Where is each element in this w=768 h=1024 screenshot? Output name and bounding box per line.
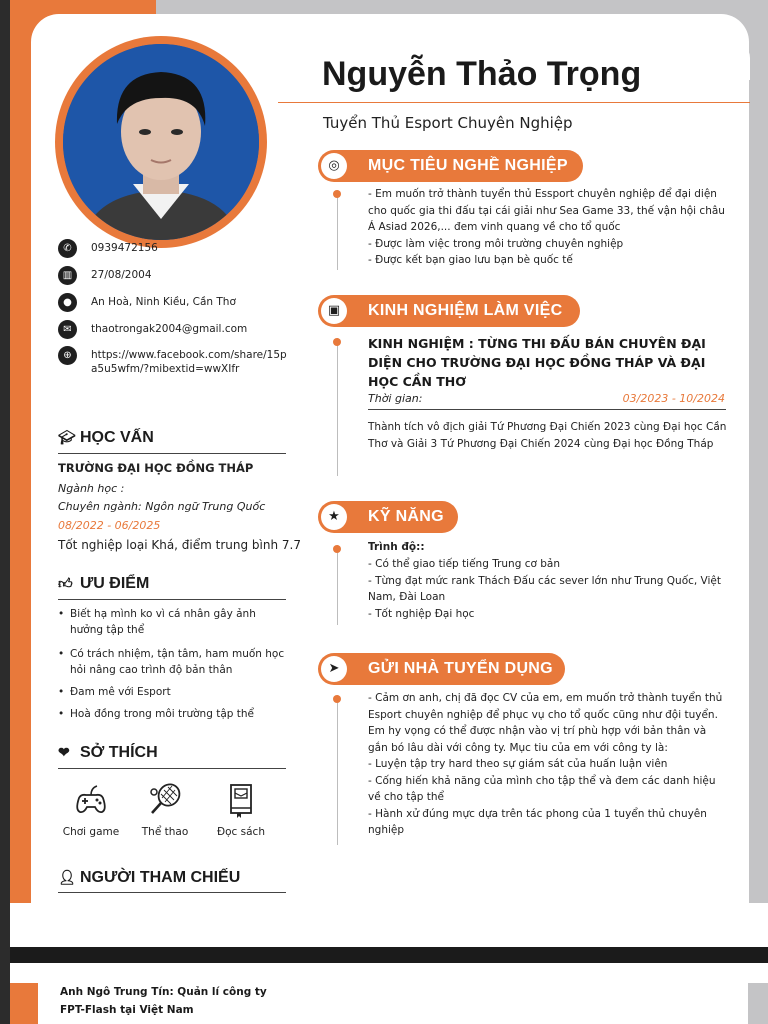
contact-email bbox=[58, 320, 247, 339]
hobby-sports-label: Thể thao bbox=[141, 826, 189, 838]
contact-website-text[interactable]: https://www.facebook.com/share/15pa5u5wfm/?mibextid=wwXIfr bbox=[91, 349, 287, 375]
objective-line: - Được làm việc trong môi trường chuyên nghiệp bbox=[368, 237, 624, 250]
paper-plane-icon: ➤ bbox=[321, 656, 347, 682]
reference-entry: Anh Ngô Trung Tín: Quản lí công ty FPT-Flash tại Việt Nam bbox=[60, 986, 267, 1016]
heart-icon: ❤ bbox=[58, 744, 70, 760]
contact-phone bbox=[58, 239, 158, 258]
gamepad-icon bbox=[71, 780, 111, 820]
star-badge-icon: ★ bbox=[321, 504, 347, 530]
experience-time-value: 03/2023 - 10/2024 bbox=[622, 392, 725, 405]
education-heading bbox=[58, 429, 154, 447]
letter-dot bbox=[333, 695, 341, 703]
letter-heading bbox=[318, 653, 565, 685]
candidate-name: Nguyễn Thảo Trọng bbox=[322, 55, 642, 93]
hobby-gaming bbox=[56, 780, 126, 838]
contact-birthday-text: 27/08/2004 bbox=[91, 269, 152, 281]
thumbs-up-icon: 👍︎ bbox=[58, 575, 73, 591]
phone-icon: ✆ bbox=[58, 239, 77, 258]
target-icon: ◎ bbox=[321, 153, 347, 179]
strength-item: • Hoà đồng trong môi trường tập thể bbox=[58, 706, 290, 722]
hobby-reading-label: Đọc sách bbox=[216, 826, 265, 838]
objective-heading-text: MỤC TIÊU NGHỀ NGHIỆP bbox=[368, 157, 568, 174]
briefcase-icon: ▣ bbox=[321, 298, 347, 324]
education-major: Chuyên ngành: Ngôn ngữ Trung Quốc bbox=[58, 500, 266, 513]
experience-time-label: Thời gian: bbox=[368, 392, 423, 405]
objective-dot bbox=[333, 190, 341, 198]
book-icon bbox=[221, 780, 261, 820]
objective-timeline bbox=[337, 190, 338, 270]
hobbies-heading bbox=[58, 744, 158, 762]
page-gap bbox=[10, 963, 768, 983]
person-icon: 👤︎ bbox=[58, 869, 76, 885]
objective-line: - Được kết bạn giao lưu bạn bè quốc tế bbox=[368, 254, 573, 266]
contact-address bbox=[58, 293, 236, 312]
letter-line: - Hành xử đúng mực dựa trên tác phong của 1 tuyển thủ chuyên nghiệp bbox=[368, 807, 707, 836]
skills-body bbox=[368, 556, 728, 622]
references-divider bbox=[58, 892, 286, 893]
skills-line: - Tốt nghiệp Đại học bbox=[368, 607, 475, 620]
graduation-cap-icon: 🎓︎ bbox=[58, 429, 76, 445]
contact-website bbox=[58, 346, 291, 376]
letter-heading-text: GỬI NHÀ TUYỂN DỤNG bbox=[368, 660, 553, 677]
letter-timeline bbox=[337, 695, 338, 845]
contact-birthday bbox=[58, 266, 152, 285]
references-heading bbox=[58, 869, 240, 887]
hobby-reading bbox=[206, 780, 276, 838]
contact-address-text: An Hoà, Ninh Kiều, Cần Thơ bbox=[91, 296, 236, 308]
contact-email-text: thaotrongak2004@gmail.com bbox=[91, 323, 248, 335]
skills-line: - Có thể giao tiếp tiếng Trung cơ bản bbox=[368, 558, 561, 570]
name-divider bbox=[278, 102, 750, 103]
education-result: Tốt nghiệp loại Khá, điểm trung bình 7.7 bbox=[58, 538, 301, 552]
skills-heading bbox=[318, 501, 458, 533]
location-pin-icon: ● bbox=[58, 293, 77, 312]
hobbies-divider bbox=[58, 768, 286, 769]
page-gap bbox=[10, 903, 768, 947]
skills-timeline bbox=[337, 545, 338, 625]
experience-title: KINH NGHIỆM : TỪNG THI ĐẤU BÁN CHUYÊN ĐẠI DIỆN CHO TRƯỜNG ĐẠI HỌC ĐỒNG THÁP VÀ ĐẠI HỌC CẦN THƠ bbox=[368, 336, 706, 389]
objective-line: - Em muốn trở thành tuyển thủ Essport chuyên nghiệp để đại diện cho quốc gia thi đấu tại cái giải như Sea Game 33, thế vận hội châu Á Asiad 2026,... đem vinh quang về cho tổ quốc bbox=[368, 188, 725, 233]
skills-dot bbox=[333, 545, 341, 553]
strengths-heading bbox=[58, 575, 149, 593]
job-title: Tuyển Thủ Esport Chuyên Nghiệp bbox=[323, 114, 573, 132]
strength-item: • Biết hạ mình ko vì cá nhân gây ảnh hưởng tập thể bbox=[58, 606, 290, 638]
background-dark-strip bbox=[0, 0, 10, 1024]
experience-timeline bbox=[337, 338, 338, 476]
experience-heading-text: KINH NGHIỆM LÀM VIỆC bbox=[368, 302, 563, 319]
contact-phone-text: 0939472156 bbox=[91, 242, 158, 254]
letter-body bbox=[368, 690, 728, 839]
strengths-heading-text: ƯU ĐIỂM bbox=[80, 575, 150, 592]
letter-line: - Luyện tập try hard theo sự giám sát của huấn luận viên bbox=[368, 758, 668, 770]
globe-icon: ⊕ bbox=[58, 346, 77, 365]
experience-heading bbox=[318, 295, 580, 327]
hobbies-heading-text: SỞ THÍCH bbox=[80, 744, 158, 761]
hobby-sports bbox=[130, 780, 200, 838]
objective-body bbox=[368, 186, 728, 269]
experience-description: Thành tích vô địch giải Tứ Phương Đại Chiến 2023 cùng Đại học Cần Thơ và Giải 3 Tứ Phương Đại Chiến 2024 cùng Đại học Đồng Tháp bbox=[368, 421, 727, 450]
strength-item: • Đam mê với Esport bbox=[58, 684, 290, 700]
avatar-photo bbox=[63, 44, 259, 240]
letter-line: - Cảm ơn anh, chị đã đọc CV của em, em muốn trở thành tuyển thủ Esport chuyên nghiệp để phục vụ cho tổ quốc cũng như đội tuyển. Em hy vọng có thể được nhận vào vị trí phù hợp với bản thân và gắn bó lâu dài với công ty. Mục tiu của em với công ty là: bbox=[368, 692, 723, 754]
education-major-label: Ngành học : bbox=[58, 482, 125, 495]
experience-time-divider bbox=[368, 409, 726, 410]
avatar bbox=[63, 44, 259, 240]
letter-line: - Cống hiến khả năng của mình cho tập thể và đem các danh hiệu về cho tập thể bbox=[368, 774, 716, 803]
education-date: 08/2022 - 06/2025 bbox=[58, 519, 161, 532]
hobby-gaming-label: Chơi game bbox=[62, 826, 120, 838]
references-heading-text: NGƯỜI THAM CHIẾU bbox=[80, 869, 241, 886]
birthday-cake-icon: ▥ bbox=[58, 266, 77, 285]
strengths-divider bbox=[58, 599, 286, 600]
experience-dot bbox=[333, 338, 341, 346]
strength-item: • Có trách nhiệm, tận tâm, ham muốn học hỏi nâng cao trình độ bản thân bbox=[58, 646, 290, 678]
page-separator bbox=[10, 947, 768, 963]
skills-line: - Từng đạt mức rank Thách Đấu các sever lớn như Trung Quốc, Việt Nam, Đài Loan bbox=[368, 574, 722, 603]
education-divider bbox=[58, 453, 286, 454]
skills-title: Trình độ:: bbox=[368, 541, 425, 553]
education-heading-text: HỌC VẤN bbox=[80, 429, 154, 446]
tennis-racket-icon bbox=[145, 780, 185, 820]
skills-heading-text: KỸ NĂNG bbox=[368, 508, 444, 525]
education-school: TRƯỜNG ĐẠI HỌC ĐỒNG THÁP bbox=[58, 461, 254, 475]
email-icon: ✉ bbox=[58, 320, 77, 339]
objective-heading bbox=[318, 150, 583, 182]
